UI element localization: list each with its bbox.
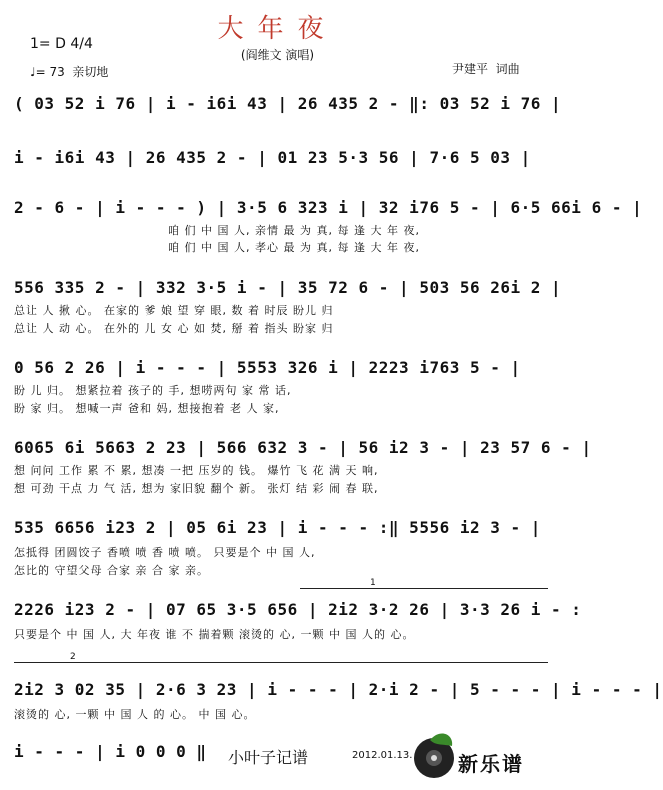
score-line-6: 6065 6i 5663 2 23 | 566 632 3 - | 56 i2 3 - | 23 57 6 - |: [14, 438, 592, 457]
transcriber-signature: 小叶子记谱: [228, 748, 309, 767]
lyric-line-3b: 咱 们 中 国 人, 孝心 最 为 真, 每 逢 大 年 夜,: [168, 241, 420, 254]
lyric-line-6b: 想 可劲 干点 力 气 活, 想为 家旧貌 翻个 新。 张灯 结 彩 闹 春 联,: [14, 482, 379, 495]
volta-2-label: 2: [70, 652, 76, 662]
score-line-3: 2 - 6 - | i - - - ) | 3·5 6 323 i | 32 i76 5 - | 6·5 66i 6 - |: [14, 198, 643, 217]
score-line-9: 2i2 3 02 35 | 2·6 3 23 | i - - - | 2·i 2 - | 5 - - - | i - - - |: [14, 680, 663, 699]
tempo-marking: ♩= 73 亲切地: [30, 65, 109, 79]
lyric-line-4a: 总让 人 揪 心。 在家的 爹 娘 望 穿 眼, 数 着 时辰 盼儿 归: [14, 304, 334, 317]
lyric-line-5b: 盼 家 归。 想喊一声 爸和 妈, 想接抱着 老 人 家,: [14, 402, 280, 415]
lyric-line-5a: 盼 儿 归。 想紧拉着 孩子的 手, 想唠两句 家 常 话,: [14, 384, 292, 397]
volta-1-label: 1: [370, 578, 376, 588]
score-line-2: i - i6i 43 | 26 435 2 - | 01 23 5·3 56 | 7·6 5 03 |: [14, 148, 531, 167]
performer-subtitle: (阎维文 演唱): [240, 48, 315, 62]
lyric-line-7a: 怎抵得 团圆饺子 香喷 喷 香 喷 喷。 只要是个 中 国 人,: [14, 546, 316, 559]
volta-1-bracket: [300, 588, 548, 589]
score-line-5: 0 56 2 26 | i - - - | 5553 326 i | 2223 i763 5 - |: [14, 358, 521, 377]
composer-credit: 尹建平 词曲: [452, 62, 520, 76]
volta-2-bracket: [14, 662, 548, 663]
lyric-line-8: 只要是个 中 国 人, 大 年夜 谁 不 揣着颗 滚烫的 心, 一颗 中 国 人的 心。: [14, 628, 415, 641]
lyric-line-3a: 咱 们 中 国 人, 亲情 最 为 真, 每 逢 大 年 夜,: [168, 224, 420, 237]
song-title: 大年夜: [217, 14, 338, 44]
score-line-10: i - - - | i 0 0 0 ‖: [14, 742, 207, 761]
lyric-line-4b: 总让 人 动 心。 在外的 儿 女 心 如 焚, 掰 着 指头 盼家 归: [14, 322, 334, 335]
score-line-7: 535 6656 i23 2 | 05 6i 23 | i - - - :‖ 5556 i2 3 - |: [14, 518, 541, 537]
score-line-8: 2226 i23 2 - | 07 65 3·5 656 | 2i2 3·2 26 | 3·3 26 i - :: [14, 600, 582, 619]
lyric-line-6a: 想 问问 工作 累 不 累, 想凑 一把 压岁的 钱。 爆竹 飞 花 满 天 响,: [14, 464, 379, 477]
score-line-1: ( 03 52 i 76 | i - i6i 43 | 26 435 2 - ‖: 03 52 i 76 |: [14, 94, 562, 113]
lyric-line-7b: 怎比的 守望父母 合家 亲 合 家 亲。: [14, 564, 209, 577]
score-line-4: 556 335 2 - | 332 3·5 i - | 35 72 6 - | 503 56 26i 2 |: [14, 278, 562, 297]
lyric-line-9: 滚烫的 心, 一颗 中 国 人 的 心。 中 国 心。: [14, 708, 256, 721]
logo-text: 新乐谱: [458, 752, 524, 776]
key-signature: 1= D 4/4: [30, 36, 93, 52]
transcription-date: 2012.01.13.: [352, 750, 413, 761]
